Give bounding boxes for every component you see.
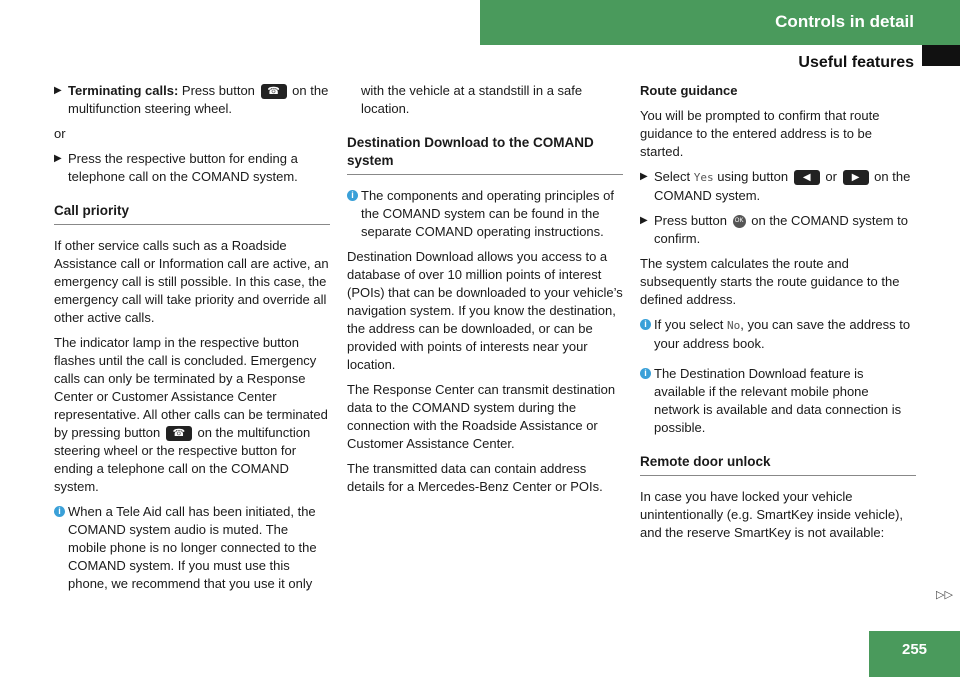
arrow-bullet-icon: ▶ <box>54 85 62 96</box>
info-icon: i <box>640 319 651 330</box>
continue-icon: ▷▷ <box>936 589 953 601</box>
info-note: i If you select No, you can save the address to your address book. <box>640 316 916 353</box>
list-item: ▶ Press button OK on the COMAND system to confirm. <box>640 213 909 246</box>
column-3 <box>640 82 916 549</box>
list-item: ▶ Press the respective button for ending a telephone call on the COMAND system. <box>54 151 298 184</box>
info-note: i The Destination Download feature is available if the relevant mobile phone network is available and data connection is possible. <box>640 365 916 437</box>
paragraph: with the vehicle at a standstill in a safe location. <box>361 83 583 116</box>
no-option: No <box>727 319 741 332</box>
header-tab-marker <box>922 45 960 66</box>
info-icon: i <box>347 190 358 201</box>
term-label: Terminating calls: <box>68 83 179 98</box>
paragraph: The system calculates the route and subsequently starts the route guidance to the defined address. <box>640 256 900 307</box>
section-title: Controls in detail <box>775 12 914 31</box>
left-button-icon: ◀ <box>794 170 820 185</box>
paragraph: If other service calls such as a Roadside Assistance call or Information call are active, an emergency call is still possible. In this case, the emergency call will take priority and override all other active calls. <box>54 238 329 325</box>
call-priority-heading: Call priority <box>54 202 330 225</box>
page-number: 255 <box>869 631 960 677</box>
paragraph: You will be prompted to confirm that route guidance to the entered address is to be started. <box>640 108 880 159</box>
info-note: i When a Tele Aid call has been initiated, the COMAND system audio is muted. The mobile phone is no longer connected to the COMAND system. If you must use this phone, we recommend that you use it only <box>54 503 330 593</box>
or-text: or <box>54 126 66 141</box>
info-icon: i <box>54 506 65 517</box>
end-call-button-icon: ☎ <box>166 426 192 441</box>
paragraph: Destination Download allows you access to a database of over 10 million points of interest (POIs) that can be downloaded to your vehicle’s navigation system. If you know the destination, the address can be downloaded, or can be provided with points of interests near your location. <box>347 249 623 372</box>
arrow-bullet-icon: ▶ <box>54 153 62 164</box>
arrow-bullet-icon: ▶ <box>640 171 648 182</box>
yes-option: Yes <box>693 171 714 184</box>
info-note: i The components and operating principles of the COMAND system can be found in the separate COMAND operating instructions. <box>347 187 623 241</box>
end-call-button-icon: ☎ <box>261 84 287 99</box>
paragraph: The Response Center can transmit destination data to the COMAND system during the connection with the Roadside Assistance or Customer Assistance Center. <box>347 382 616 451</box>
paragraph: The indicator lamp in the respective button flashes until the call is concluded. Emergency calls can only be terminated by a Response Center or Customer Assistance Center representative. All other calls can be terminated by pressing button ☎ on the multifunction steering wheel or the respective button for ending a telephone call on the COMAND system. <box>54 335 328 494</box>
right-button-icon: ▶ <box>843 170 869 185</box>
info-icon: i <box>640 368 651 379</box>
list-item: ▶ Terminating calls: Press button ☎ on the multifunction steering wheel. <box>54 83 329 116</box>
paragraph: The transmitted data can contain address details for a Mercedes-Benz Center or POIs. <box>347 461 603 494</box>
subsection-title: Useful features <box>798 54 914 71</box>
arrow-bullet-icon: ▶ <box>640 215 648 226</box>
paragraph: In case you have locked your vehicle unintentionally (e.g. SmartKey inside vehicle), and the reserve SmartKey is not available: <box>640 489 904 540</box>
destination-download-heading: Destination Download to the COMAND system <box>347 134 623 175</box>
ok-button-icon: OK <box>733 215 746 228</box>
header-bar <box>480 0 960 45</box>
remote-door-unlock-heading: Remote door unlock <box>640 453 916 476</box>
column-1 <box>54 82 330 600</box>
column-2 <box>347 82 623 503</box>
route-guidance-title: Route guidance <box>640 83 738 98</box>
list-item: ▶ Select Yes using button ◀ or ▶ on the COMAND system. <box>640 169 911 203</box>
